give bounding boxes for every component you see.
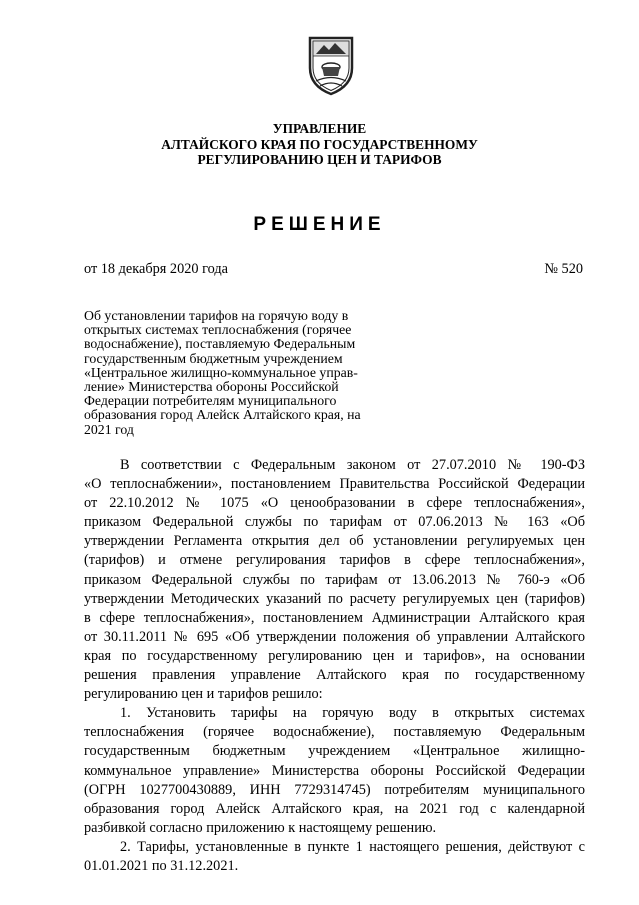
body-line: утверждении Регламента открытия дел об установлении регулируемых цен bbox=[84, 533, 585, 550]
body-line: В соответствии с Федеральным законом от 27.07.2010 № 190-ФЗ bbox=[120, 457, 585, 473]
subject-line: государственным бюджетным учреждением bbox=[84, 350, 343, 366]
body-line: «О теплоснабжении», постановлением Правительства Российской Федерации bbox=[84, 476, 585, 493]
altai-krai-coat-of-arms-icon bbox=[302, 34, 360, 96]
body-line: приказом Федеральной службы по тарифам от 07.06.2013 № 163 «Об bbox=[84, 514, 585, 531]
issuer-line: АЛТАЙСКОГО КРАЯ ПО ГОСУДАРСТВЕННОМУ bbox=[161, 136, 478, 152]
clause-1-line: 1. Установить тарифы на горячую воду в открытых системах bbox=[120, 705, 585, 722]
body-line: (тарифов) и отмене регулирования тарифов в сфере теплоснабжения», bbox=[84, 552, 585, 569]
body-line: от 22.10.2012 № 1075 «О ценообразовании в сфере теплоснабжения», bbox=[84, 495, 585, 512]
document-body bbox=[84, 456, 585, 876]
clause-1-line: коммунальное управление» Министерства обороны Российской Федерации bbox=[84, 762, 585, 779]
clause-2-line: 2. Тарифы, установленные в пункте 1 настоящего решения, действуют с bbox=[120, 838, 585, 855]
document-number: № 520 bbox=[544, 261, 583, 277]
subject-line: образования город Алейск Алтайского края, на bbox=[84, 407, 361, 423]
body-line: регулированию цен и тарифов решило: bbox=[84, 686, 323, 703]
issuer-line: УПРАВЛЕНИЕ bbox=[272, 121, 367, 136]
body-line: от 30.11.2011 № 695 «Об утверждении положения об управлении Алтайского bbox=[84, 628, 585, 645]
subject-line: Федерации потребителям муниципального bbox=[84, 393, 337, 409]
clause-1-line: (ОГРН 1027700430889, ИНН 7729314745) потребителям муниципального bbox=[84, 781, 585, 798]
document-subject bbox=[84, 308, 361, 437]
document-date: от 18 декабря 2020 года bbox=[84, 261, 228, 277]
clause-1-line: образования город Алейск Алтайского края, на 2021 год с календарной bbox=[84, 800, 585, 817]
issuer-header bbox=[60, 121, 579, 168]
subject-line: Об установлении тарифов на горячую воду в bbox=[84, 308, 349, 323]
clause-1-line: разбивкой согласно приложению к настоящему решению. bbox=[84, 819, 437, 836]
body-line: утверждении Методических указаний по расчету регулируемых цен (тарифов) bbox=[84, 590, 585, 607]
subject-line: водоснабжение), поставляемую Федеральным bbox=[84, 336, 356, 352]
document-title: РЕШЕНИЕ bbox=[253, 214, 386, 235]
body-line: решения правления управление Алтайского края по государственному bbox=[84, 667, 585, 684]
subject-line: открытых системах теплоснабжения (горячее bbox=[84, 322, 352, 338]
subject-line: 2021 год bbox=[84, 421, 134, 437]
body-line: в сфере теплоснабжения», постановлением Администрации Алтайского края bbox=[84, 609, 585, 626]
body-line: приказом Федеральной службы по тарифам от 13.06.2013 № 760-э «Об bbox=[84, 571, 585, 588]
body-line: края по государственному регулированию цен и тарифов», на основании bbox=[84, 647, 585, 664]
clause-2-line: 01.01.2021 по 31.12.2021. bbox=[84, 857, 239, 874]
clause-1-line: государственным бюджетным учреждением «Центральное жилищно- bbox=[84, 743, 585, 760]
subject-line: «Центральное жилищно-коммунальное управ- bbox=[84, 364, 358, 380]
clause-1-line: теплоснабжения (горячее водоснабжение), поставляемую Федеральным bbox=[84, 724, 585, 741]
subject-line: ление» Министерства обороны Российской bbox=[84, 379, 339, 395]
issuer-line: РЕГУЛИРОВАНИЮ ЦЕН И ТАРИФОВ bbox=[197, 152, 442, 167]
